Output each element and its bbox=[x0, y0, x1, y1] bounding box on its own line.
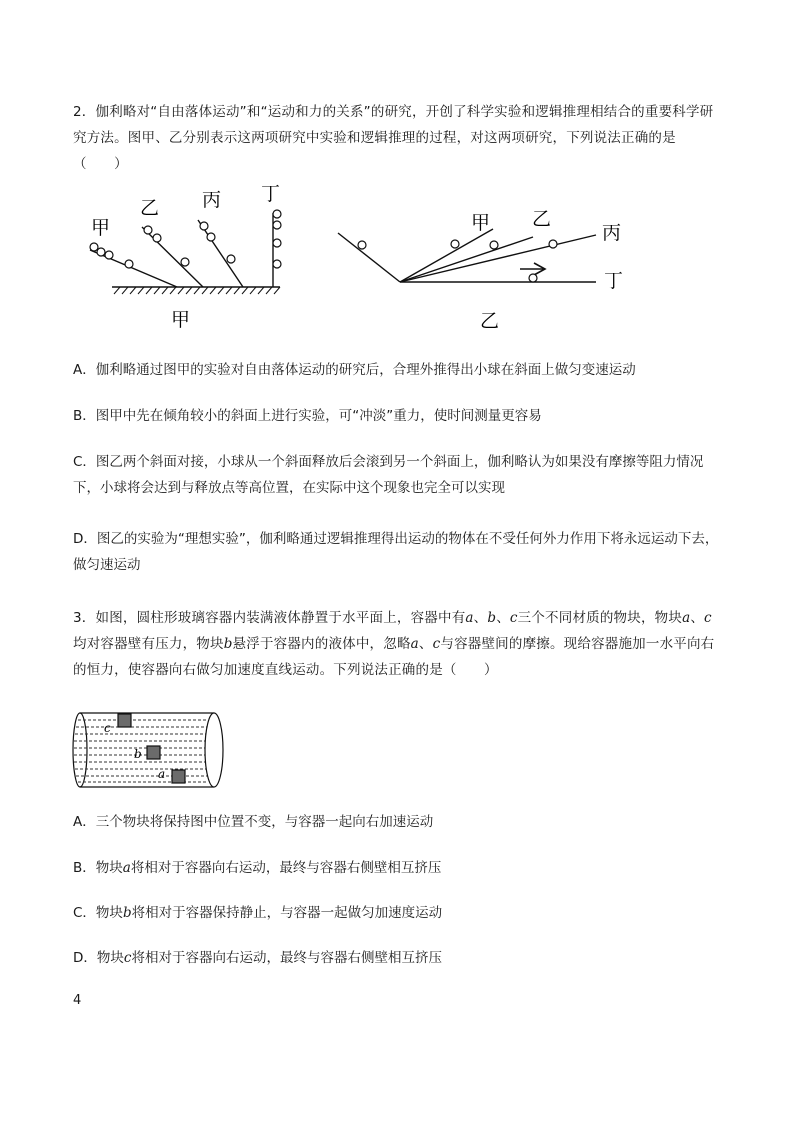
q3-option-c[interactable]: C．物块b将相对于容器保持静止，与容器一起做匀加速度运动 bbox=[73, 905, 443, 921]
figure-yi bbox=[330, 195, 640, 335]
q2-stem: 2．伽利略对“自由落体运动”和“运动和力的关系”的研究，开创了科学实验和逻辑推理相结合的重要科学研究方法。图甲、乙分别表示这两项研究中实验和逻辑推理的过程，对这两项研究，下列说法正确的是（ ） bbox=[73, 104, 714, 172]
fig-jia-label-ding: 丁 bbox=[261, 183, 281, 205]
block-c-label: c bbox=[104, 721, 111, 735]
fig-jia-label-yi: 乙 bbox=[140, 197, 160, 219]
fig-jia-label-jia: 甲 bbox=[91, 217, 111, 239]
q2-option-d[interactable]: D．图乙的实验为“理想实验”，伽利略通过逻辑推理得出运动的物体在不受任何外力作用下将永远运动下去，做匀速运动 bbox=[73, 531, 719, 573]
q2-option-c[interactable]: C．图乙两个斜面对接，小球从一个斜面释放后会滚到另一个斜面上，伽利略认为如果没有摩擦等阻力情况下，小球将会达到与释放点等高位置，在实际中这个现象也完全可以实现 bbox=[73, 454, 704, 496]
q3-option-d[interactable]: D．物块c将相对于容器向右运动，最终与容器右侧壁相互挤压 bbox=[73, 950, 442, 966]
fig-jia-caption: 甲 bbox=[171, 309, 191, 330]
figure-cylinder bbox=[72, 708, 232, 793]
q2-option-a[interactable]: A．伽利略通过图甲的实验对自由落体运动的研究后，合理外推得出小球在斜面上做匀变速运动 bbox=[73, 362, 636, 378]
q3-stem: 3．如图，圆柱形玻璃容器内装满液体静置于水平面上，容器中有a、b、c三个不同材质的物块，物块a、c均对容器壁有压力，物块b悬浮于容器内的液体中，忽略a、c与容器壁间的摩擦。现给容器施加一水平向右的恒力，使容器向右做匀加速度直线运动。下列说法正确的是（ ） bbox=[73, 610, 715, 678]
block-b-label: b bbox=[134, 747, 142, 761]
page-number: 4 bbox=[73, 993, 82, 1008]
figure-jia bbox=[85, 180, 290, 330]
q2-option-b[interactable]: B．图甲中先在倾角较小的斜面上进行实验，可“冲淡”重力，使时间测量更容易 bbox=[73, 408, 542, 424]
fig-yi-label-bing: 丙 bbox=[602, 222, 622, 244]
block-a-label: a bbox=[158, 767, 166, 781]
fig-yi-caption: 乙 bbox=[480, 310, 500, 332]
fig-jia-label-bing: 丙 bbox=[202, 189, 222, 211]
q3-option-a[interactable]: A．三个物块将保持图中位置不变，与容器一起向右加速运动 bbox=[73, 814, 434, 830]
fig-yi-label-jia: 甲 bbox=[471, 212, 491, 234]
fig-yi-label-yi: 乙 bbox=[532, 208, 552, 230]
block-a bbox=[172, 770, 185, 783]
block-b bbox=[147, 746, 160, 759]
fig-yi-label-ding: 丁 bbox=[604, 270, 624, 292]
block-c bbox=[118, 714, 131, 727]
q3-option-b[interactable]: B．物块a将相对于容器向右运动，最终与容器右侧壁相互挤压 bbox=[73, 860, 442, 876]
